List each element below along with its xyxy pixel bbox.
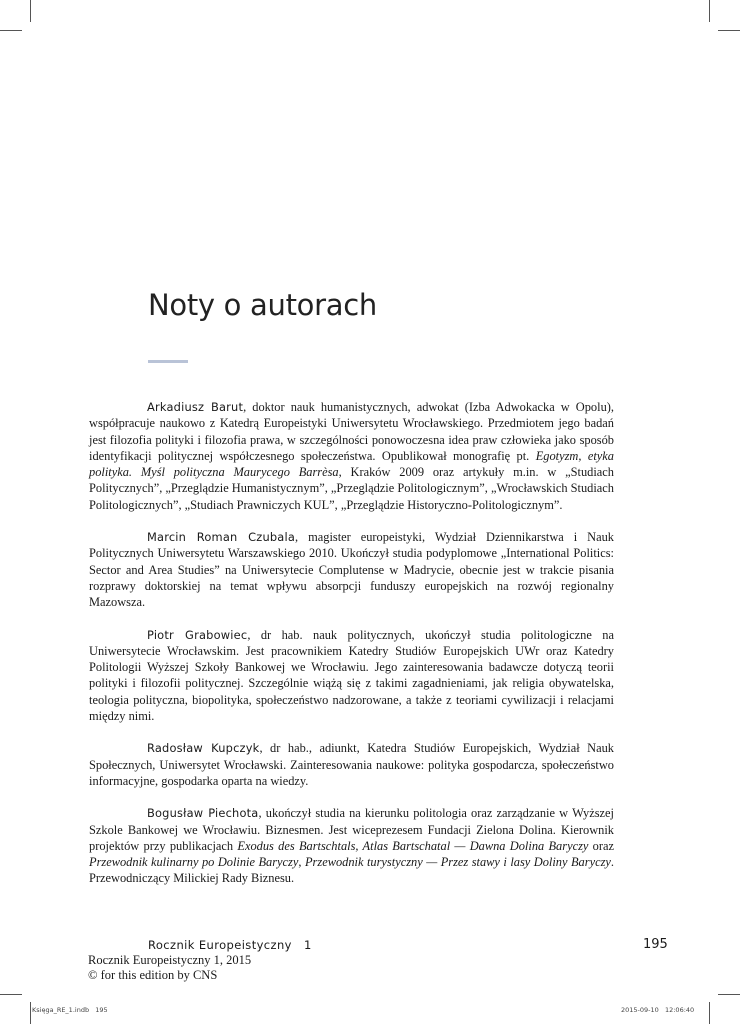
title-underline — [148, 360, 188, 363]
crop-mark-bottom-right-horizontal — [718, 994, 740, 995]
author-title-italic: Przewodnik kulinarny po Dolinie Baryczy — [89, 855, 299, 870]
author-text: , dr hab., adiunkt, Katedra Studiów Europejskich, Wydział Nauk Społecznych, Uniwersytet Wrocławski. Zainteresowania naukowe: polityka gospodarcza, społeczeństwo informacyjne, gospodarka oparta na wiedzy. — [89, 741, 615, 788]
author-notes — [89, 399, 614, 903]
author-note-kupczyk — [89, 740, 614, 789]
author-text: , ukończył studia na kierunku politologia oraz zarządzanie w Wyższej Szkole Bankowej we Wrocławiu. Biznesmen. Jest wiceprezesem Fundacji Zielona Dolina. Kierownik projektów przy publikacjach — [89, 806, 614, 853]
author-name: Radosław Kupczyk — [147, 741, 260, 756]
crop-mark-bottom-left-vertical — [30, 1002, 31, 1024]
author-note-piechota — [89, 805, 614, 886]
page-title: Noty o autorach — [148, 288, 377, 322]
author-name: Bogusław Piechota — [147, 806, 259, 821]
author-text: , magister europeistyki, Wydział Dziennikarstwa i Nauk Politycznych Uniwersytetu Warszawskiego 2010. Ukończył studia podyplomowe „International Politics: Sector and Area Studies” na Uniwersytecie Complutense w Madrycie, obecnie jest w trakcie pisania rozprawy doktorskiej na temat wpływu absorpcji funduszy europejskich na rozwój regionalny Mazowsza. — [89, 530, 614, 610]
page-number: 195 — [643, 937, 668, 952]
author-text: , dr hab. nauk politycznych, ukończył studia politologiczne na Uniwersytecie Wrocławskim. Jest pracownikiem Katedry Studiów Europejskich UWr oraz Katedry Politologii Wyższej Szkoły Bankowej we Wrocławiu. Jego zainteresowania badawcze dotyczą teorii polityki i filozofii politycznej. Szczególnie wiążą się z takimi zagadnieniami, jak religia obywatelska, teologia polityczna, biopolityka, społeczeństwo nadzorowane, a także z teoriami cywilizacji i relacjami między nimi. — [89, 627, 614, 724]
crop-mark-top-right-horizontal — [718, 30, 740, 31]
print-slug-datetime: 2015-09-10 12:06:40 — [621, 1006, 695, 1014]
running-footer-journal: Rocznik Europeistyczny 1 — [148, 938, 312, 952]
author-title-italic: Przewodnik turystyczny — Przez stawy i lasy Doliny Baryczy — [304, 855, 611, 870]
print-slug-file: Księga_RE_1.indb 195 — [32, 1006, 108, 1014]
footer-edition-line: Rocznik Europeistyczny 1, 2015 — [88, 953, 252, 967]
author-text: . Przewodniczący Milickiej Rady Biznesu. — [89, 855, 614, 886]
author-title-italic: Egotyzm, etyka polityka. Myśl polityczna Maurycego Barrèsa — [89, 448, 614, 480]
crop-mark-bottom-right-vertical — [709, 1002, 710, 1024]
author-text: , — [298, 855, 305, 870]
author-name: Marcin Roman Czubala — [147, 530, 296, 545]
author-text: oraz — [588, 838, 615, 853]
author-text: , doktor nauk humanistycznych, adwokat (Izba Adwokacka w Opolu), współpracuje naukowo z Katedrą Europeistyki Uniwersytetu Wrocławskiego. Przedmiotem jego badań jest filozofia polityki i filozofia prawa, w szczególności ponowoczesna idea praw człowieka jako sposób identyfikacji politycznej współczesnego społeczeństwa. Opublikował monografię pt. — [89, 400, 614, 463]
author-name: Arkadiusz Barut — [147, 400, 244, 414]
footer-copyright-line: © for this edition by CNS — [88, 968, 218, 982]
author-text: , Kraków 2009 oraz artykuły m.in. w „Studiach Politycznych”, „Przeglądzie Humanistycznym”, „Przeglądzie Politologicznym”, „Wrocławskich Studiach Politologicznych”, „Studiach Prawniczych KUL”, „Przeglądzie Historyczno-Politologicznym”. — [89, 465, 614, 512]
author-name: Piotr Grabowiec — [147, 627, 248, 642]
crop-mark-top-left-horizontal — [0, 30, 22, 31]
crop-mark-bottom-left-horizontal — [0, 994, 22, 995]
author-note-czubala — [89, 529, 614, 610]
author-note-barut — [89, 399, 614, 513]
author-title-italic: Exodus des Bartschtals, Atlas Bartschatal — Dawna Dolina Baryczy — [237, 838, 589, 853]
author-note-grabowiec — [89, 627, 614, 725]
crop-mark-top-right-vertical — [709, 0, 710, 22]
crop-mark-top-left-vertical — [30, 0, 31, 22]
